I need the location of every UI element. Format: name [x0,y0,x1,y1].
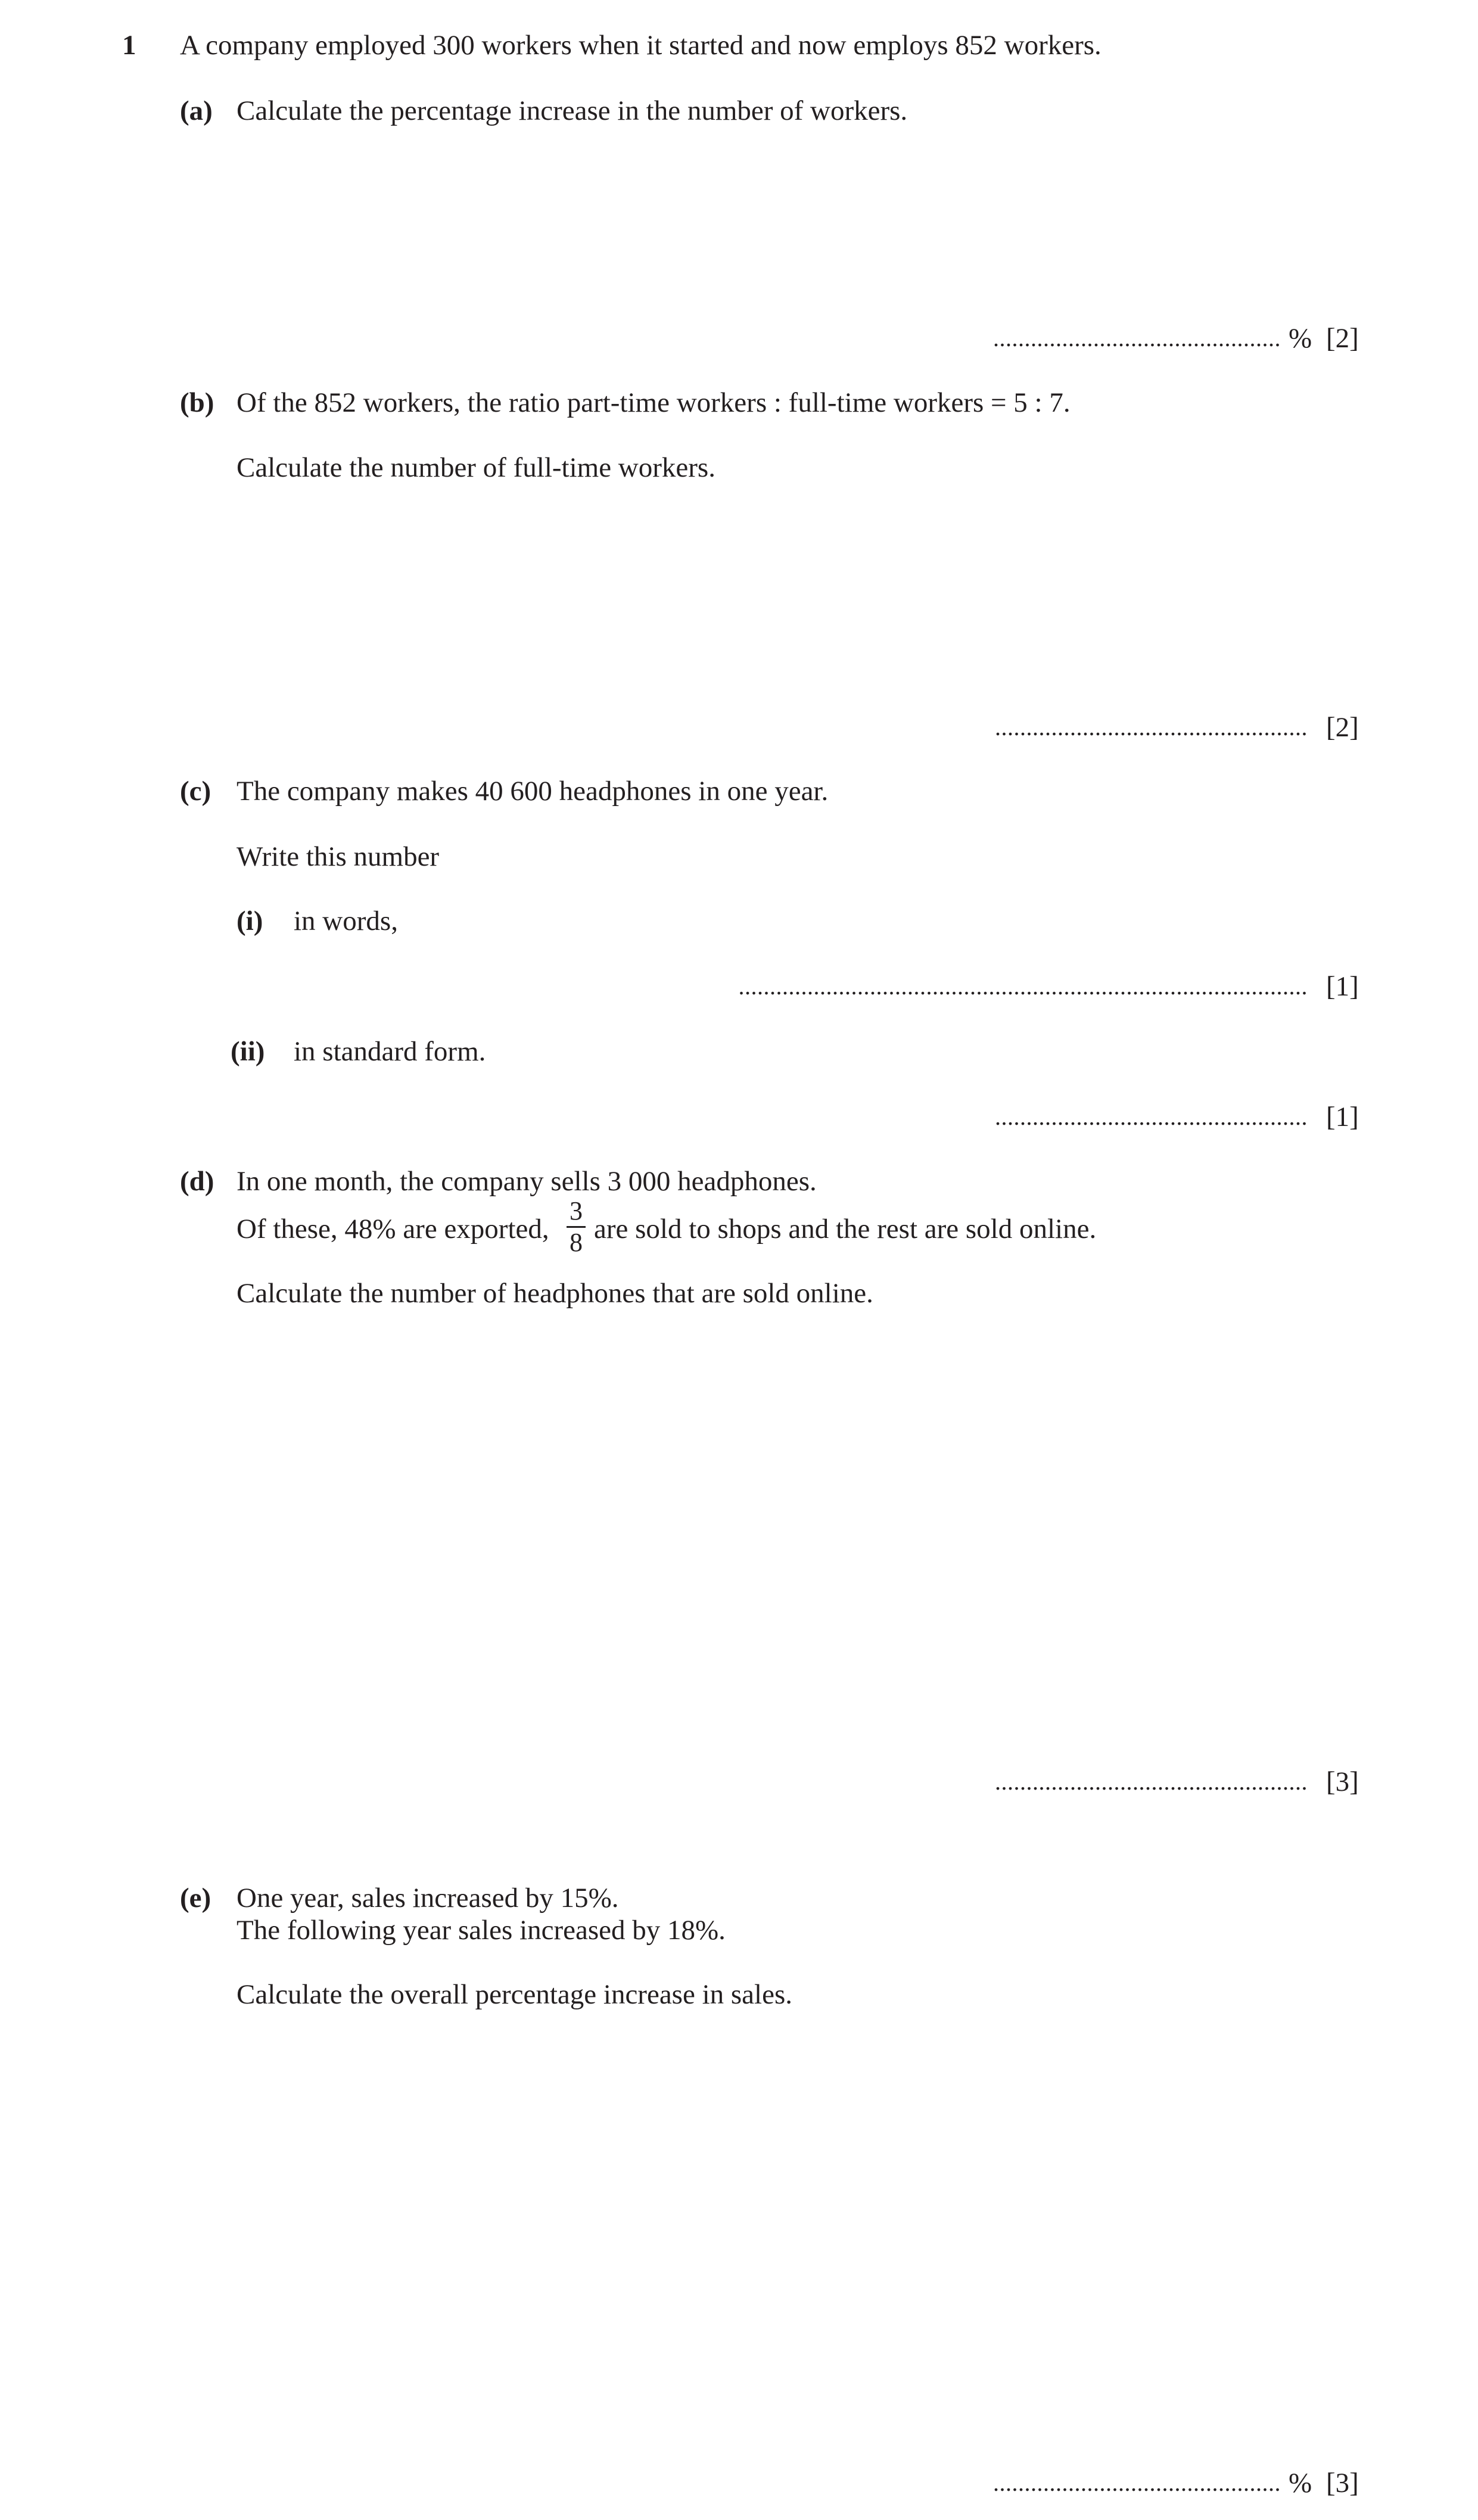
part-e-unit: % [1289,2468,1312,2499]
part-a-answer-line[interactable]: .............................................. [993,325,1281,351]
part-d-text-1: In one month, the company sells 3 000 headphones. [237,1166,817,1197]
part-b-label: (b) [180,387,214,418]
part-c-ii-text: in standard form. [294,1036,486,1067]
part-e-text-2: The following year sales increased by 18%. [237,1915,726,1946]
part-c-text-2: Write this number [237,841,440,872]
part-c-ii-label: (ii) [231,1036,265,1067]
part-e-answer-line[interactable]: .............................................. [993,2469,1281,2496]
part-e-label: (e) [180,1883,211,1914]
part-c-text-1: The company makes 40 600 headphones in one year. [237,776,829,807]
part-d-answer-line[interactable]: .................................................. [995,1768,1308,1795]
part-c-i-answer-line[interactable]: ........................................................................................... [738,973,1308,1000]
fraction-denominator: 8 [570,1228,583,1257]
part-a-working-space[interactable] [179,143,1358,304]
part-d-label: (d) [180,1166,214,1197]
part-b-working-space[interactable] [179,500,1358,697]
part-b-text-2: Calculate the number of full-time workers. [237,452,715,483]
part-d-text-2a: Of these, 48% are exported, [237,1214,549,1245]
part-c-ii-answer-line[interactable]: .................................................. [995,1103,1308,1130]
part-e-working-space[interactable] [179,2031,1358,2460]
question-number: 1 [122,30,136,61]
part-c-label: (c) [180,776,211,807]
part-d-working-space[interactable] [179,1329,1358,1757]
part-d-text-2b: are sold to shops and the rest are sold online. [594,1214,1097,1245]
part-a-marks: [2] [1326,323,1359,354]
question-stem: A company employed 300 workers when it started and now employs 852 workers. [180,30,1102,61]
part-a-unit: % [1289,323,1312,354]
part-d-marks: [3] [1326,1766,1359,1797]
part-c-i-marks: [1] [1326,971,1359,1002]
part-b-marks: [2] [1326,712,1359,743]
part-c-i-text: in words, [294,906,398,937]
fraction-numerator: 3 [570,1196,583,1225]
part-e-marks: [3] [1326,2468,1359,2499]
fraction-three-eighths [564,1197,588,1256]
part-e-text-1: One year, sales increased by 15%. [237,1883,619,1914]
part-c-ii-marks: [1] [1326,1102,1359,1133]
part-e-text-3: Calculate the overall percentage increase in sales. [237,1979,793,2010]
part-b-answer-line[interactable]: .................................................. [995,714,1308,741]
part-a-label: (a) [180,95,213,126]
part-a-text: Calculate the percentage increase in the number of workers. [237,95,908,126]
part-b-text-1: Of the 852 workers, the ratio part-time workers : full-time workers = 5 : 7. [237,387,1071,418]
part-c-i-label: (i) [237,906,263,937]
part-d-text-3: Calculate the number of headphones that are sold online. [237,1278,873,1309]
